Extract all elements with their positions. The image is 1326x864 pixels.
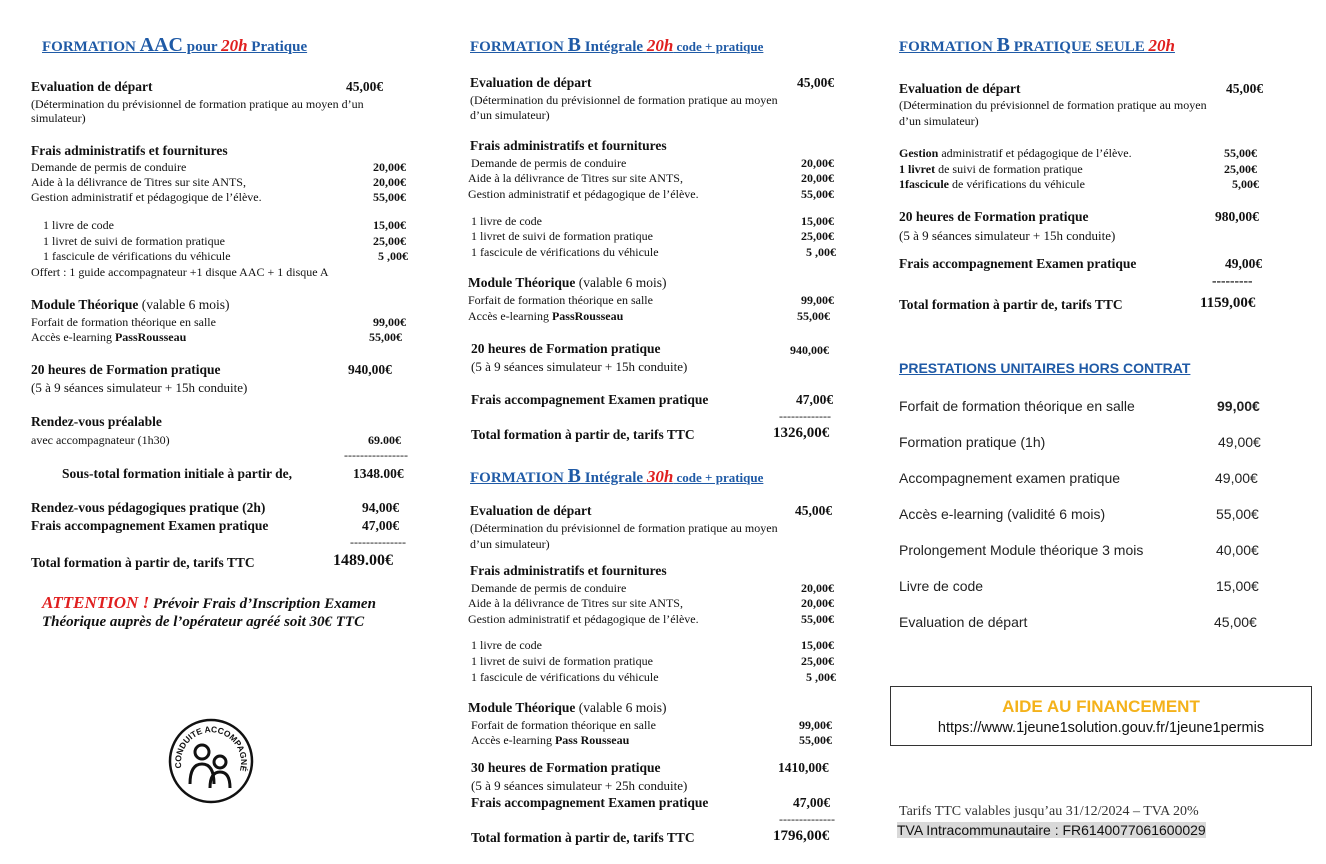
financement-link[interactable]: https://www.1jeune1solution.gouv.fr/1jeune1permis [937,720,1265,736]
aac-module-title: Module Théorique (valable 6 mois) [31,297,230,312]
b30-frais-item: Demande de permis de conduire [471,581,627,595]
bps-total-price: 1159,00€ [1200,295,1256,311]
aac-sous-total-label: Sous-total formation initiale à partir de, [62,466,292,481]
b20-module-item: Forfait de formation théorique en salle [468,293,653,307]
b30-eval-note: (Détermination du prévisionnel de formation pratique au moyen [470,521,778,535]
b20-frais-item: Gestion administratif et pédagogique de l’élève. [468,187,699,201]
b30-exam-label: Frais accompagnement Examen pratique [471,795,709,810]
aac-module-price: 55,00€ [369,330,402,344]
prestation-price: 45,00€ [1214,614,1257,630]
b30-frais-price: 5 ,00€ [806,670,836,684]
b30-frais-price: 25,00€ [801,654,834,668]
prestation-label: Forfait de formation théorique en salle [899,398,1135,414]
b20-frais-price: 20,00€ [801,171,834,185]
aac-frais-item: 1 livret de suivi de formation pratique [43,234,225,248]
prestation-label: Formation pratique (1h) [899,434,1046,450]
aac-pratique-note: (5 à 9 séances simulateur + 15h conduite) [31,380,248,395]
aac-title: FORMATION AAC pour 20h Pratique [42,34,308,56]
aac-frais-price: 20,00€ [373,175,406,189]
b20-frais-item: 1 livret de suivi de formation pratique [471,229,653,243]
prestation-label: Livre de code [899,578,984,594]
financement-box [890,686,1312,746]
bps-total-label: Total formation à partir de, tarifs TTC [899,297,1123,312]
bps-item-price: 25,00€ [1224,162,1257,176]
aac-frais-price: 5 ,00€ [378,249,408,263]
aac-frais-title: Frais administratifs et fournitures [31,143,228,158]
aac-exam-price: 47,00€ [362,518,400,533]
bps-item: 1 livret de suivi de formation pratique [899,162,1083,176]
b30-eval-label: Evaluation de départ [470,503,592,518]
aac-eval-note: (Détermination du prévisionnel de formation pratique au moyen d’un [31,97,364,111]
aac-pratique-price: 940,00€ [348,362,392,377]
b30-frais-item: 1 livre de code [471,638,542,652]
b20-eval-note2: d’un simulateur) [470,108,550,122]
aac-rdvp-price: 94,00€ [362,500,400,515]
financement-title: AIDE AU FINANCEMENT [1002,697,1200,716]
b20-eval-label: Evaluation de départ [470,75,592,90]
attention-line2: Théorique auprès de l’opérateur agréé soit 30€ TTC [42,614,365,630]
b30-module-price: 99,00€ [799,718,832,732]
aac-rdvp-label: Rendez-vous pédagogiques pratique (2h) [31,500,266,515]
b30-total-label: Total formation à partir de, tarifs TTC [471,830,695,845]
aac-total-price: 1489.00€ [333,552,393,569]
bps-eval-price: 45,00€ [1226,81,1264,96]
b30-pratique-title: 30 heures de Formation pratique [471,760,661,775]
b30-frais-price: 55,00€ [801,612,834,626]
b30-pratique-note: (5 à 9 séances simulateur + 25h conduite) [471,778,688,793]
b30-frais-price: 20,00€ [801,596,834,610]
aac-module-item: Accès e-learning PassRousseau [31,330,187,344]
b20-pratique-price: 940,00€ [790,343,829,357]
b30-module-title: Module Théorique (valable 6 mois) [468,700,667,715]
prestation-label: Accès e-learning (validité 6 mois) [899,506,1106,522]
b20-frais-price: 20,00€ [801,156,834,170]
bps-dashes: --------- [1212,273,1253,288]
aac-eval-note2: simulateur) [31,111,86,125]
b20-frais-item: 1 livre de code [471,214,542,228]
b20-module-price: 55,00€ [797,309,830,323]
aac-offert: Offert : 1 guide accompagnateur +1 disque AAC + 1 disque A [31,265,329,279]
aac-frais-item: 1 fascicule de vérifications du véhicule [43,249,231,263]
b30-eval-note2: d’un simulateur) [470,537,550,551]
b30-exam-price: 47,00€ [793,795,831,810]
prestation-label: Prolongement Module théorique 3 mois [899,542,1144,558]
b20-dashes: ------------- [779,409,831,423]
aac-module-price: 99,00€ [373,315,406,329]
b30-frais-title: Frais administratifs et fournitures [470,563,667,578]
aac-module-item: Forfait de formation théorique en salle [31,315,216,329]
bps-eval-note2: d’un simulateur) [899,114,979,128]
b20-module-title: Module Théorique (valable 6 mois) [468,275,667,290]
b20-frais-price: 25,00€ [801,229,834,243]
b20-frais-price: 55,00€ [801,187,834,201]
aac-dashes: -------------- [350,535,406,549]
aac-frais-item: Aide à la délivrance de Titres sur site ANTS, [31,175,246,189]
aac-rdv-price: 69.00€ [368,433,401,447]
attention-line1: ATTENTION ! Prévoir Frais d’Inscription Examen [42,593,376,612]
aac-frais-price: 15,00€ [373,218,406,232]
b20-exam-label: Frais accompagnement Examen pratique [471,392,709,407]
aac-exam-label: Frais accompagnement Examen pratique [31,518,269,533]
b30-frais-item: Gestion administratif et pédagogique de l’élève. [468,612,699,626]
bps-pratique-title: 20 heures de Formation pratique [899,209,1089,224]
aac-eval-price: 45,00€ [346,79,384,94]
svg-text:CONDUITE ACCOMPAGNÉE: CONDUITE ACCOMPAGNÉ [172,724,250,773]
aac-frais-item: 1 livre de code [43,218,114,232]
b30-frais-price: 15,00€ [801,638,834,652]
b20-frais-title: Frais administratifs et fournitures [470,138,667,153]
bps-item-price: 55,00€ [1224,146,1257,160]
b30-frais-item: Aide à la délivrance de Titres sur site ANTS, [468,596,683,610]
aac-frais-price: 55,00€ [373,190,406,204]
b20-title: FORMATION B Intégrale 20h code + pratique [470,34,764,56]
b30-frais-item: 1 fascicule de vérifications du véhicule [471,670,659,684]
prestation-price: 49,00€ [1215,470,1258,486]
bps-pratique-price: 980,00€ [1215,209,1259,224]
b20-eval-note: (Détermination du prévisionnel de formation pratique au moyen [470,93,778,107]
b20-frais-item: Demande de permis de conduire [471,156,627,170]
b30-module-item: Accès e-learning Pass Rousseau [471,733,630,747]
b20-eval-price: 45,00€ [797,75,835,90]
b20-module-item: Accès e-learning PassRousseau [468,309,624,323]
bps-item: 1fascicule de vérifications du véhicule [899,177,1085,191]
aac-frais-item: Demande de permis de conduire [31,160,187,174]
aac-rdv-title: Rendez-vous préalable [31,414,162,429]
tarifs-validity: Tarifs TTC valables jusqu’au 31/12/2024 – TVA 20% [899,804,1199,819]
prestation-price: 40,00€ [1216,542,1259,558]
prestation-label: Evaluation de départ [899,614,1028,630]
b20-frais-price: 15,00€ [801,214,834,228]
prestation-price: 55,00€ [1216,506,1259,522]
b30-total-price: 1796,00€ [773,828,830,844]
b30-module-price: 55,00€ [799,733,832,747]
b20-pratique-note: (5 à 9 séances simulateur + 15h conduite) [471,359,688,374]
b30-title: FORMATION B Intégrale 30h code + pratique [470,465,764,487]
bps-eval-note: (Détermination du prévisionnel de formation pratique au moyen [899,98,1207,112]
aac-sous-total-price: 1348.00€ [353,466,404,481]
b20-exam-price: 47,00€ [796,392,834,407]
aac-frais-price: 20,00€ [373,160,406,174]
prestation-price: 15,00€ [1216,578,1259,594]
prestations-title: PRESTATIONS UNITAIRES HORS CONTRAT [899,360,1191,376]
b20-total-price: 1326,00€ [773,425,830,441]
b30-module-item: Forfait de formation théorique en salle [471,718,656,732]
b30-pratique-price: 1410,00€ [778,760,829,775]
aac-eval-label: Evaluation de départ [31,79,153,94]
prestation-price: 49,00€ [1218,434,1261,450]
aac-dashes: ---------------- [344,448,408,462]
aac-frais-price: 25,00€ [373,234,406,248]
aac-rdv-label: avec accompagnateur (1h30) [31,433,170,447]
bps-title: FORMATION B PRATIQUE SEULE 20h [899,34,1175,56]
prestation-price: 99,00€ [1217,398,1260,414]
b20-frais-item: 1 fascicule de vérifications du véhicule [471,245,659,259]
tva-number: TVA Intracommunautaire : FR6140077061600029 [897,822,1206,838]
b30-frais-item: 1 livret de suivi de formation pratique [471,654,653,668]
b20-pratique-title: 20 heures de Formation pratique [471,341,661,356]
b20-frais-item: Aide à la délivrance de Titres sur site ANTS, [468,171,683,185]
b30-eval-price: 45,00€ [795,503,833,518]
bps-eval-label: Evaluation de départ [899,81,1021,96]
b30-dashes: -------------- [779,812,835,826]
b20-total-label: Total formation à partir de, tarifs TTC [471,427,695,442]
aac-pratique-title: 20 heures de Formation pratique [31,362,221,377]
bps-item: Gestion administratif et pédagogique de l’élève. [899,146,1132,160]
aac-frais-item: Gestion administratif et pédagogique de l’élève. [31,190,262,204]
b20-module-price: 99,00€ [801,293,834,307]
bps-item-price: 5,00€ [1232,177,1259,191]
b20-frais-price: 5 ,00€ [806,245,836,259]
bps-exam-label: Frais accompagnement Examen pratique [899,256,1137,271]
bps-exam-price: 49,00€ [1225,256,1263,271]
bps-pratique-note: (5 à 9 séances simulateur + 15h conduite) [899,228,1116,243]
prestation-label: Accompagnement examen pratique [899,470,1121,486]
aac-total-label: Total formation à partir de, tarifs TTC [31,555,255,570]
conduite-accompagnee-logo [168,718,254,804]
b30-frais-price: 20,00€ [801,581,834,595]
